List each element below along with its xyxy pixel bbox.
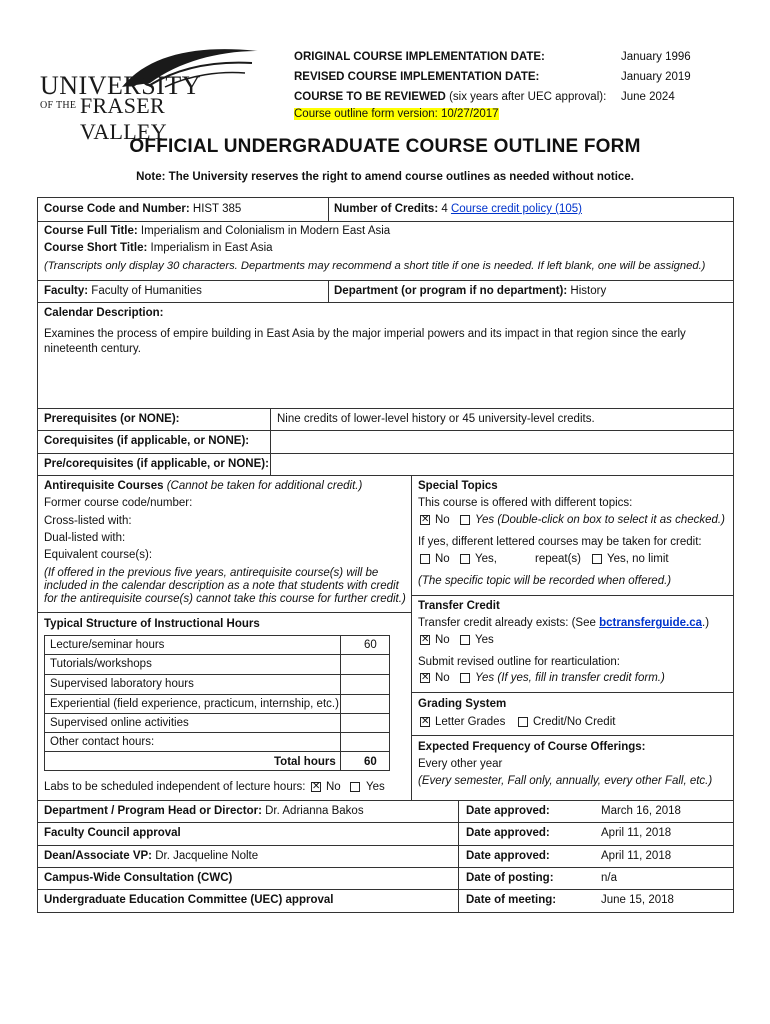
former-code-label: Former course code/number: — [44, 497, 193, 509]
letter-grades-checkbox[interactable]: ✕ — [421, 716, 430, 727]
lettered-no-label: No — [435, 553, 450, 565]
hours-heading: Typical Structure of Instructional Hours — [44, 618, 260, 630]
approval-date-label: Date approved: — [466, 805, 550, 817]
rearticulation-label: Submit revised outline for rearticulation: — [418, 656, 620, 668]
approval-label: Campus-Wide Consultation (CWC) — [44, 872, 233, 884]
transfer-no-label: No — [435, 634, 450, 646]
cross-listed-label: Cross-listed with: — [44, 515, 132, 527]
antireq-note-2: included in the calendar description as a note that students with credit — [44, 580, 399, 592]
topic-recorded-note: (The specific topic will be recorded when offered.) — [418, 575, 672, 587]
approval-date-label: Date approved: — [466, 850, 550, 862]
hours-row-name: Tutorials/workshops — [50, 658, 152, 670]
coreq-label: Corequisites (if applicable, or NONE): — [44, 435, 250, 447]
short-title-field: Course Short Title: Imperialism in East Asia — [44, 242, 273, 254]
approval-label: Undergraduate Education Committee (UEC) approval — [44, 894, 334, 906]
lettered-no-checkbox[interactable] — [420, 554, 430, 564]
approval-date: April 11, 2018 — [601, 850, 672, 862]
rearticulation-yes-label: Yes (If yes, fill in transfer credit form.) — [475, 672, 665, 684]
credit-no-credit-checkbox[interactable] — [518, 717, 528, 727]
prereq-value: Nine credits of lower-level history or 45 university-level credits. — [277, 413, 595, 425]
frequency-value: Every other year — [418, 758, 503, 770]
equivalent-label: Equivalent course(s): — [44, 549, 153, 561]
credits-field: Number of Credits: 4 Course credit policy (105) — [334, 203, 582, 215]
hours-row-name: Lecture/seminar hours — [50, 639, 165, 651]
full-title-field: Course Full Title: Imperialism and Colonialism in Modern East Asia — [44, 225, 391, 237]
rearticulation-yes-checkbox[interactable] — [460, 673, 470, 683]
topics-yes-checkbox[interactable] — [460, 515, 470, 525]
labs-no-checkbox[interactable]: ✕ — [312, 781, 321, 792]
lettered-yes-label: Yes, — [475, 553, 497, 565]
hours-row-name: Supervised laboratory hours — [50, 678, 194, 690]
topics-offered-label: This course is offered with different topics: — [418, 497, 633, 509]
faculty-field: Faculty: Faculty of Humanities — [44, 285, 202, 297]
calendar-text-1: Examines the process of empire building in East Asia by the major imperial powers and its impact in that region since the early — [44, 328, 686, 340]
logo-fraser-valley-text: FRASER VALLEY — [80, 93, 167, 144]
prereq-label: Prerequisites (or NONE): — [44, 413, 180, 425]
topics-yes-label: Yes (Double-click on box to select it as checked.) — [475, 514, 725, 526]
letter-grades-label: Letter Grades — [435, 716, 506, 728]
approval-date-label: Date approved: — [466, 827, 550, 839]
topics-no-checkbox[interactable]: ✕ — [421, 514, 430, 525]
labs-yes-checkbox[interactable] — [350, 782, 360, 792]
no-limit-checkbox[interactable] — [592, 554, 602, 564]
form-title: OFFICIAL UNDERGRADUATE COURSE OUTLINE FORM — [129, 136, 641, 157]
form-version: Course outline form version: 10/27/2017 — [294, 108, 499, 120]
review-date-value: June 2024 — [621, 91, 675, 103]
course-code-field: Course Code and Number: HIST 385 — [44, 203, 242, 215]
antireq-note-1: (If offered in the previous five years, antirequisite course(s) will be — [44, 567, 379, 579]
approval-date: n/a — [601, 872, 617, 884]
labs-yes-label: Yes — [366, 781, 385, 793]
credit-policy-link[interactable]: Course credit policy (105) — [450, 203, 582, 215]
revised-date-label: REVISED COURSE IMPLEMENTATION DATE: — [294, 71, 540, 83]
precoreq-label: Pre/corequisites (if applicable, or NONE): — [44, 458, 269, 470]
review-date-note: (six years after UEC approval): — [445, 91, 607, 103]
transcript-note: (Transcripts only display 30 characters. Departments may recommend a short title if one is needed. If left blank, one will be assigned.) — [44, 260, 706, 272]
hours-row-value: 60 — [364, 639, 377, 651]
amend-note: Note: The University reserves the right to amend course outlines as needed without notice. — [136, 171, 634, 183]
total-hours-value: 60 — [364, 756, 377, 768]
approval-label: Dean/Associate VP: Dr. Jacqueline Nolte — [44, 850, 259, 862]
lettered-courses-label: If yes, different lettered courses may be taken for credit: — [418, 536, 702, 548]
approval-label: Faculty Council approval — [44, 827, 181, 839]
logo-of-the-text: OF THE — [40, 100, 77, 111]
rearticulation-no-label: No — [435, 672, 450, 684]
transfer-no-checkbox[interactable]: ✕ — [421, 634, 430, 645]
hours-row-name: Experiential (field experience, practicum, internship, etc.) — [50, 698, 339, 710]
university-logo — [40, 45, 255, 144]
department-field: Department (or program if no department): History — [334, 285, 607, 297]
labs-no-label: No — [326, 781, 341, 793]
original-date-value: January 1996 — [621, 51, 691, 63]
dual-listed-label: Dual-listed with: — [44, 532, 126, 544]
review-date-label: COURSE TO BE REVIEWED — [294, 91, 446, 103]
approval-date-label: Date of meeting: — [466, 894, 557, 906]
original-date-label: ORIGINAL COURSE IMPLEMENTATION DATE: — [294, 51, 545, 63]
transfer-yes-checkbox[interactable] — [460, 635, 470, 645]
transfer-yes-label: Yes — [475, 634, 494, 646]
approval-date-label: Date of posting: — [466, 872, 554, 884]
rearticulation-no-checkbox[interactable]: ✕ — [421, 672, 430, 683]
transfer-heading: Transfer Credit — [418, 600, 500, 612]
approval-date: March 16, 2018 — [601, 805, 681, 817]
logo-university-text: UNIVERSITY — [40, 71, 201, 100]
frequency-heading: Expected Frequency of Course Offerings: — [418, 741, 646, 753]
total-hours-label: Total hours — [274, 756, 336, 768]
review-date-line — [294, 91, 606, 103]
approval-date: April 11, 2018 — [601, 827, 672, 839]
approval-date: June 15, 2018 — [601, 894, 674, 906]
hours-row-name: Supervised online activities — [50, 717, 189, 729]
credit-no-credit-label: Credit/No Credit — [533, 716, 616, 728]
calendar-text-2: nineteenth century. — [44, 343, 141, 355]
labs-label: Labs to be scheduled independent of lecture hours: — [44, 781, 306, 793]
hours-row-name: Other contact hours: — [50, 736, 155, 748]
special-topics-heading: Special Topics — [418, 480, 498, 492]
approval-label: Department / Program Head or Director: Dr. Adrianna Bakos — [44, 805, 364, 817]
grading-heading: Grading System — [418, 698, 507, 710]
revised-date-value: January 2019 — [621, 71, 691, 83]
bctransferguide-link[interactable]: bctransferguide.ca — [599, 617, 702, 629]
antireq-note-3: for the antirequisite course(s) cannot take this course for further credit.) — [44, 593, 406, 605]
transfer-exists-label: Transfer credit already exists: (See bctransferguide.ca.) — [418, 617, 710, 629]
lettered-yes-checkbox[interactable] — [460, 554, 470, 564]
frequency-note: (Every semester, Fall only, annually, every other Fall, etc.) — [418, 775, 713, 787]
repeats-label: repeat(s) — [535, 553, 582, 565]
antireq-heading: Antirequisite Courses (Cannot be taken for additional credit.) — [44, 480, 363, 492]
no-limit-label: Yes, no limit — [607, 553, 669, 565]
topics-no-label: No — [435, 514, 450, 526]
calendar-label: Calendar Description: — [44, 307, 164, 319]
